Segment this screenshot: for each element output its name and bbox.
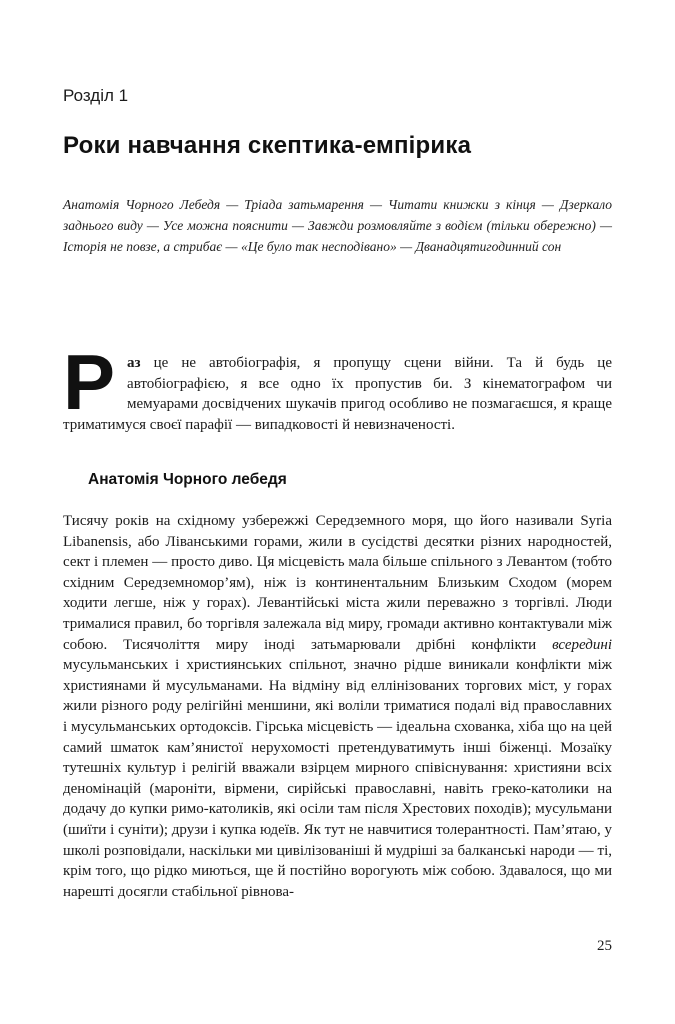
body-segment: мусульманських і християнських спільнот, значно рідше виникали конфлікти між християнами й мусульманами. На відміну від еллінізованих торгових міст, у горах жили різного роду релігійні меншини, які воліли триматися подалі від православних і мусульманських ортодоксів. Гірська місцевість — ідеальна схованка, хіба що на цей самий шматок кам’янистої нерухомості претендуватимуть інші біженці. Мозаїку тутешніх культур і релігій вважали взірцем мирного співіснування: християни всіх деномінацій (мароніти, вірмени, сирійські православні, навіть греко-католики на додачу до купки римо-католиків, які осіли там після Хрестових походів); мусульмани (шиїти і суніти); друзи і купка юдеїв. Як тут не навчитися толерантності. Пам’ятаю, у школі розповідали, наскільки ми цивілізованіші й мудріші за балканські народи — ті, крім того, що рідко миються, ще й постійно ворогують між собою. Здавалося, що ми нарешті досягли стабільної рівнова- — [63, 657, 612, 900]
intro-paragraph — [63, 338, 612, 435]
body-paragraph — [63, 511, 612, 902]
intro-text: це не автобіографія, я пропущу сцени війни. Та й будь це автобіографією, я все одно їх пропустив би. З кінематографом чи мемуарами досвідчених шукачів пригод особливо не позмагаєшся, я краще триматимуся своєї парафії — випадковості й невизначеності. — [63, 355, 612, 433]
section-heading: Анатомія Чорного лебедя — [88, 471, 287, 488]
chapter-title: Роки навчання скептика-емпірика — [63, 132, 472, 159]
body-segment-italic: всередині — [552, 636, 612, 653]
body-segment: Тисячу років на східному узбережжі Середземного моря, що його називали Syria Libanensis, або Ліванськими горами, жили в сусідстві десятки різних народностей, сект і племен — просто диво. Ця місцевість мала більше спільного з Левантом (тобто східним Середземномор’ям), ніж із континентальним Близьким Сходом (морем ходити легше, ніж у горах). Левантійські міста жили переважно з торгівлі. Люди трималися правил, бо торгівля залежала від миру, громади активно контактували між собою. Тисячоліття миру іноді затьмарювали дрібні конфлікти — [63, 513, 612, 653]
drop-cap: Р — [63, 338, 116, 426]
chapter-label: Розділ 1 — [63, 86, 129, 105]
page-number: 25 — [597, 938, 612, 954]
intro-bold-lead: аз — [127, 355, 141, 371]
chapter-subtitle: Анатомія Чорного Лебедя — Тріада затьмарення — Читати книжки з кінця — Дзеркало заднього виду — Усе можна пояснити — Завжди розмовляйте з водієм (тільки обережно) — Історія не повзе, а стрибає — «Це було так несподівано» — Дванадцятигодинний сон — [63, 197, 612, 254]
